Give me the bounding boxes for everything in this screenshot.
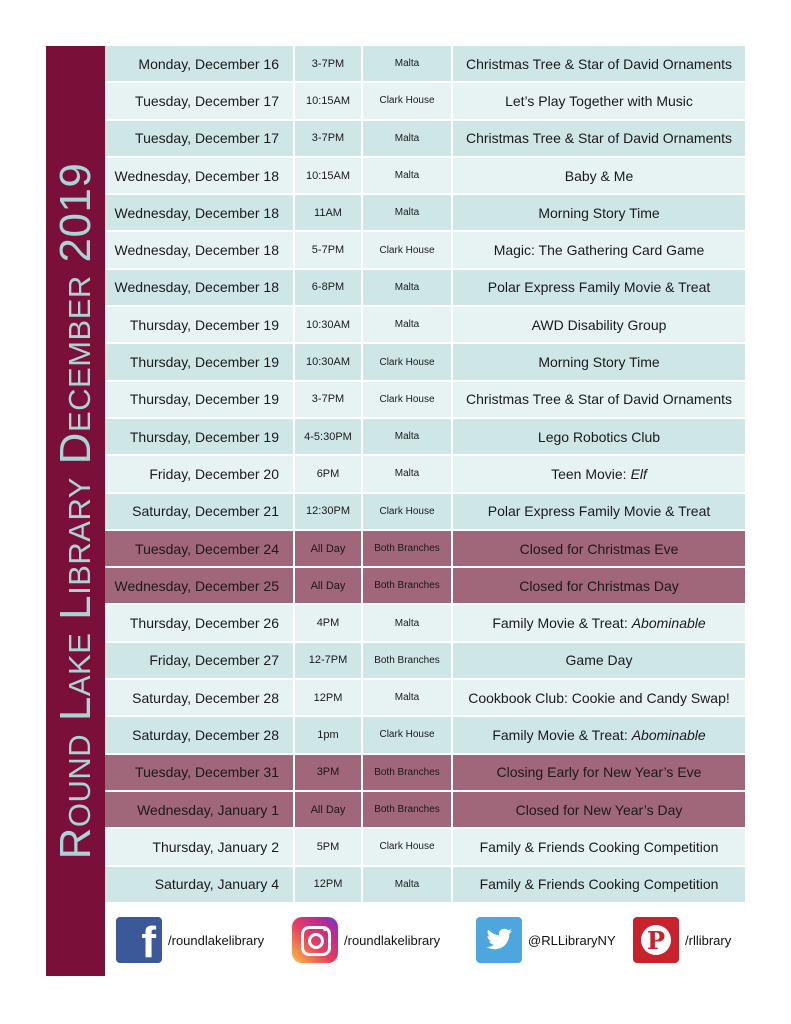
- event-time: [295, 270, 361, 305]
- event-date: [105, 83, 293, 118]
- twitter-handle[interactable]: @RLLibraryNY: [528, 932, 616, 948]
- event-date: [105, 232, 293, 267]
- event-time-text: 5-7PM: [311, 244, 345, 257]
- event-location-text: Clark House: [379, 356, 435, 368]
- event-title: [453, 531, 745, 566]
- event-time: [295, 419, 361, 454]
- event-title: [453, 792, 745, 827]
- social-links: [116, 914, 746, 966]
- event-date: [105, 419, 293, 454]
- event-date: [105, 867, 293, 902]
- event-title-text: Cookbook Club: Cookie and Candy Swap!: [468, 689, 730, 706]
- event-title-text: Let’s Play Together with Music: [505, 92, 693, 109]
- event-date: [105, 531, 293, 566]
- event-title: [453, 270, 745, 305]
- event-title-text: Family & Friends Cooking Competition: [479, 838, 719, 855]
- event-title: [453, 158, 745, 193]
- event-location-text: Malta: [394, 878, 420, 890]
- event-date: [105, 605, 293, 640]
- table-row: [105, 792, 745, 827]
- event-date: [105, 270, 293, 305]
- event-location: [363, 158, 451, 193]
- event-location: [363, 121, 451, 156]
- event-time: [295, 867, 361, 902]
- table-row: [105, 605, 745, 640]
- event-time: [295, 829, 361, 864]
- event-title: [453, 232, 745, 267]
- event-location-text: Clark House: [379, 729, 435, 741]
- event-title-emphasis: Elf: [630, 465, 647, 482]
- event-title: [453, 867, 745, 902]
- event-location: [363, 83, 451, 118]
- event-date: [105, 494, 293, 529]
- event-location: [363, 270, 451, 305]
- event-time-text: 3-7PM: [311, 132, 345, 145]
- event-location: [363, 46, 451, 81]
- event-time-text: 10:15AM: [305, 169, 351, 182]
- event-time-text: All Day: [310, 803, 346, 816]
- event-time: [295, 755, 361, 790]
- table-row: [105, 382, 745, 417]
- event-location: [363, 382, 451, 417]
- event-title: [453, 344, 745, 379]
- table-row: [105, 568, 745, 603]
- event-time-text: All Day: [310, 542, 346, 555]
- event-title-text: Christmas Tree & Star of David Ornaments: [465, 391, 733, 408]
- table-row: [105, 717, 745, 752]
- event-time: [295, 307, 361, 342]
- event-location: [363, 717, 451, 752]
- event-date-text: Thursday, December 19: [129, 391, 279, 408]
- event-location: [363, 456, 451, 491]
- event-time: [295, 568, 361, 603]
- event-date-text: Wednesday, December 25: [114, 577, 279, 594]
- event-location-text: Clark House: [379, 95, 435, 107]
- event-date-text: Saturday, December 28: [132, 726, 279, 743]
- event-title-emphasis: Abominable: [631, 615, 706, 632]
- event-time: [295, 195, 361, 230]
- table-row: [105, 307, 745, 342]
- table-row: [105, 46, 745, 81]
- event-date-text: Tuesday, December 17: [135, 92, 279, 109]
- event-location-text: Malta: [394, 617, 420, 629]
- table-row: [105, 158, 745, 193]
- event-title-text: Closed for Christmas Eve: [519, 540, 679, 557]
- event-location-text: Malta: [394, 207, 420, 219]
- event-date: [105, 717, 293, 752]
- event-title: [453, 829, 745, 864]
- event-title: [453, 456, 745, 491]
- event-location-text: Clark House: [379, 841, 435, 853]
- event-location-text: Malta: [394, 319, 420, 331]
- event-location: [363, 867, 451, 902]
- event-date-text: Tuesday, December 17: [135, 130, 279, 147]
- event-location-text: Both Branches: [374, 804, 440, 816]
- event-date-text: Wednesday, December 18: [114, 242, 279, 259]
- event-location: [363, 531, 451, 566]
- event-date-text: Wednesday, December 18: [114, 204, 279, 221]
- event-date-text: Thursday, December 26: [129, 615, 279, 632]
- event-location: [363, 307, 451, 342]
- event-date-text: Thursday, December 19: [129, 316, 279, 333]
- event-time: [295, 83, 361, 118]
- event-time: [295, 232, 361, 267]
- event-location: [363, 829, 451, 864]
- event-time-text: 3-7PM: [311, 57, 345, 70]
- table-row: [105, 755, 745, 790]
- event-title-text: Magic: The Gathering Card Game: [493, 242, 705, 259]
- event-location: [363, 344, 451, 379]
- facebook-icon[interactable]: f: [116, 917, 162, 963]
- event-date-text: Friday, December 27: [149, 652, 279, 669]
- event-location-text: Malta: [394, 281, 420, 293]
- event-title-text: Closed for New Year’s Day: [515, 801, 683, 818]
- table-row: [105, 829, 745, 864]
- event-title-text: Christmas Tree & Star of David Ornaments: [465, 55, 733, 72]
- event-date-text: Wednesday, January 1: [137, 801, 279, 818]
- social-pinterest[interactable]: [633, 914, 731, 966]
- event-location-text: Malta: [394, 170, 420, 182]
- event-time-text: 10:30AM: [305, 356, 351, 369]
- table-row: [105, 121, 745, 156]
- table-row: [105, 531, 745, 566]
- event-title-text: Baby & Me: [564, 167, 634, 184]
- event-title-text: Family Movie & Treat:: [492, 615, 628, 632]
- event-location-text: Malta: [394, 132, 420, 144]
- event-time: [295, 792, 361, 827]
- event-time: [295, 46, 361, 81]
- event-title: [453, 717, 745, 752]
- event-date-text: Saturday, January 4: [154, 876, 279, 893]
- event-title: [453, 307, 745, 342]
- event-time-text: 10:15AM: [305, 94, 351, 107]
- table-row: [105, 456, 745, 491]
- event-title-text: Family & Friends Cooking Competition: [479, 876, 719, 893]
- event-title: [453, 83, 745, 118]
- twitter-icon[interactable]: [476, 917, 522, 963]
- event-title: [453, 568, 745, 603]
- event-time-text: 12:30PM: [305, 505, 351, 518]
- event-location: [363, 792, 451, 827]
- event-date-text: Thursday, December 19: [129, 428, 279, 445]
- social-instagram[interactable]: [292, 914, 440, 966]
- instagram-handle[interactable]: /roundlakelibrary: [344, 932, 441, 948]
- social-facebook[interactable]: [116, 914, 264, 966]
- event-title-text: Morning Story Time: [538, 204, 660, 221]
- event-date: [105, 792, 293, 827]
- event-time: [295, 382, 361, 417]
- event-time-text: 6PM: [316, 467, 340, 480]
- event-time-text: 1pm: [317, 728, 339, 741]
- event-time: [295, 717, 361, 752]
- event-location-text: Both Branches: [374, 543, 440, 554]
- event-location-text: Clark House: [379, 393, 435, 405]
- event-title-text: Polar Express Family Movie & Treat: [487, 279, 711, 296]
- event-date: [105, 680, 293, 715]
- event-title: [453, 494, 745, 529]
- event-time-text: 3PM: [316, 766, 340, 779]
- event-location-text: Malta: [394, 58, 420, 70]
- event-title-emphasis: Abominable: [631, 726, 706, 743]
- event-location: [363, 568, 451, 603]
- social-twitter[interactable]: [476, 914, 616, 966]
- event-date: [105, 456, 293, 491]
- event-date-text: Thursday, January 2: [152, 838, 279, 855]
- event-time: [295, 643, 361, 678]
- event-location: [363, 232, 451, 267]
- event-date-text: Tuesday, December 31: [135, 764, 279, 781]
- pinterest-handle[interactable]: /rllibrary: [685, 932, 732, 948]
- pinterest-icon[interactable]: P: [633, 917, 679, 963]
- event-time-text: 5PM: [316, 840, 340, 853]
- event-title: [453, 46, 745, 81]
- event-date: [105, 382, 293, 417]
- event-time: [295, 680, 361, 715]
- event-location-text: Both Branches: [374, 654, 440, 666]
- event-title: [453, 121, 745, 156]
- event-time: [295, 344, 361, 379]
- event-time-text: 12PM: [313, 691, 343, 704]
- event-time-text: 4PM: [316, 617, 340, 630]
- event-location: [363, 680, 451, 715]
- event-date: [105, 344, 293, 379]
- event-location-text: Clark House: [379, 505, 435, 517]
- event-time-text: 12PM: [313, 878, 343, 891]
- event-date: [105, 121, 293, 156]
- event-time: [295, 456, 361, 491]
- event-title-text: AWD Disability Group: [531, 316, 667, 333]
- events-table: [105, 46, 745, 904]
- event-date: [105, 158, 293, 193]
- event-location-text: Both Branches: [374, 580, 440, 592]
- event-time-text: 6-8PM: [311, 281, 345, 294]
- event-location-text: Malta: [394, 468, 420, 480]
- table-row: [105, 643, 745, 678]
- event-date-text: Thursday, December 19: [129, 354, 279, 371]
- event-time: [295, 121, 361, 156]
- event-time: [295, 494, 361, 529]
- event-date-text: Wednesday, December 18: [114, 279, 279, 296]
- event-title: [453, 419, 745, 454]
- event-date: [105, 643, 293, 678]
- table-row: [105, 344, 745, 379]
- event-time: [295, 158, 361, 193]
- event-date-text: Saturday, December 21: [132, 503, 279, 520]
- event-date-text: Friday, December 20: [149, 465, 279, 482]
- event-title-text: Christmas Tree & Star of David Ornaments: [465, 130, 733, 147]
- event-date: [105, 46, 293, 81]
- event-time: [295, 605, 361, 640]
- event-date-text: Monday, December 16: [138, 55, 279, 72]
- table-row: [105, 270, 745, 305]
- event-date: [105, 307, 293, 342]
- event-time-text: 3-7PM: [311, 393, 345, 406]
- event-time-text: 11AM: [314, 206, 342, 219]
- facebook-handle[interactable]: /roundlakelibrary: [168, 932, 265, 948]
- event-title: [453, 680, 745, 715]
- event-time: [295, 531, 361, 566]
- table-row: [105, 195, 745, 230]
- event-time-text: All Day: [310, 579, 346, 592]
- event-title: [453, 195, 745, 230]
- event-date: [105, 829, 293, 864]
- table-row: [105, 419, 745, 454]
- page-title: Round Lake Library December 2019: [50, 162, 100, 860]
- table-row: [105, 232, 745, 267]
- event-location: [363, 755, 451, 790]
- table-row: [105, 83, 745, 118]
- table-row: [105, 680, 745, 715]
- event-title: [453, 643, 745, 678]
- event-date: [105, 568, 293, 603]
- event-title-text: Teen Movie:: [551, 465, 627, 482]
- event-title-text: Morning Story Time: [538, 354, 660, 371]
- event-location-text: Clark House: [379, 244, 435, 256]
- table-row: [105, 867, 745, 902]
- sidebar-banner: [46, 46, 105, 976]
- event-location: [363, 195, 451, 230]
- event-title: [453, 382, 745, 417]
- event-date-text: Wednesday, December 18: [114, 167, 279, 184]
- event-date: [105, 755, 293, 790]
- event-title-text: Closing Early for New Year’s Eve: [496, 764, 702, 781]
- event-time-text: 4-5:30PM: [304, 430, 352, 443]
- event-title-text: Lego Robotics Club: [537, 428, 661, 445]
- event-title: [453, 755, 745, 790]
- event-title-text: Family Movie & Treat:: [492, 726, 628, 743]
- event-title-text: Polar Express Family Movie & Treat: [487, 503, 711, 520]
- event-location-text: Malta: [394, 692, 420, 704]
- table-row: [105, 494, 745, 529]
- event-location-text: Malta: [394, 431, 420, 443]
- instagram-icon[interactable]: [292, 917, 338, 963]
- event-date-text: Saturday, December 28: [132, 689, 279, 706]
- event-title: [453, 605, 745, 640]
- event-date-text: Tuesday, December 24: [135, 540, 279, 557]
- event-date: [105, 195, 293, 230]
- event-location: [363, 494, 451, 529]
- event-title-text: Game Day: [565, 652, 633, 669]
- event-title-text: Closed for Christmas Day: [519, 577, 679, 594]
- event-location: [363, 605, 451, 640]
- event-location-text: Both Branches: [374, 766, 440, 778]
- event-location: [363, 643, 451, 678]
- event-time-text: 10:30AM: [305, 318, 351, 331]
- event-time-text: 12-7PM: [308, 654, 348, 667]
- event-location: [363, 419, 451, 454]
